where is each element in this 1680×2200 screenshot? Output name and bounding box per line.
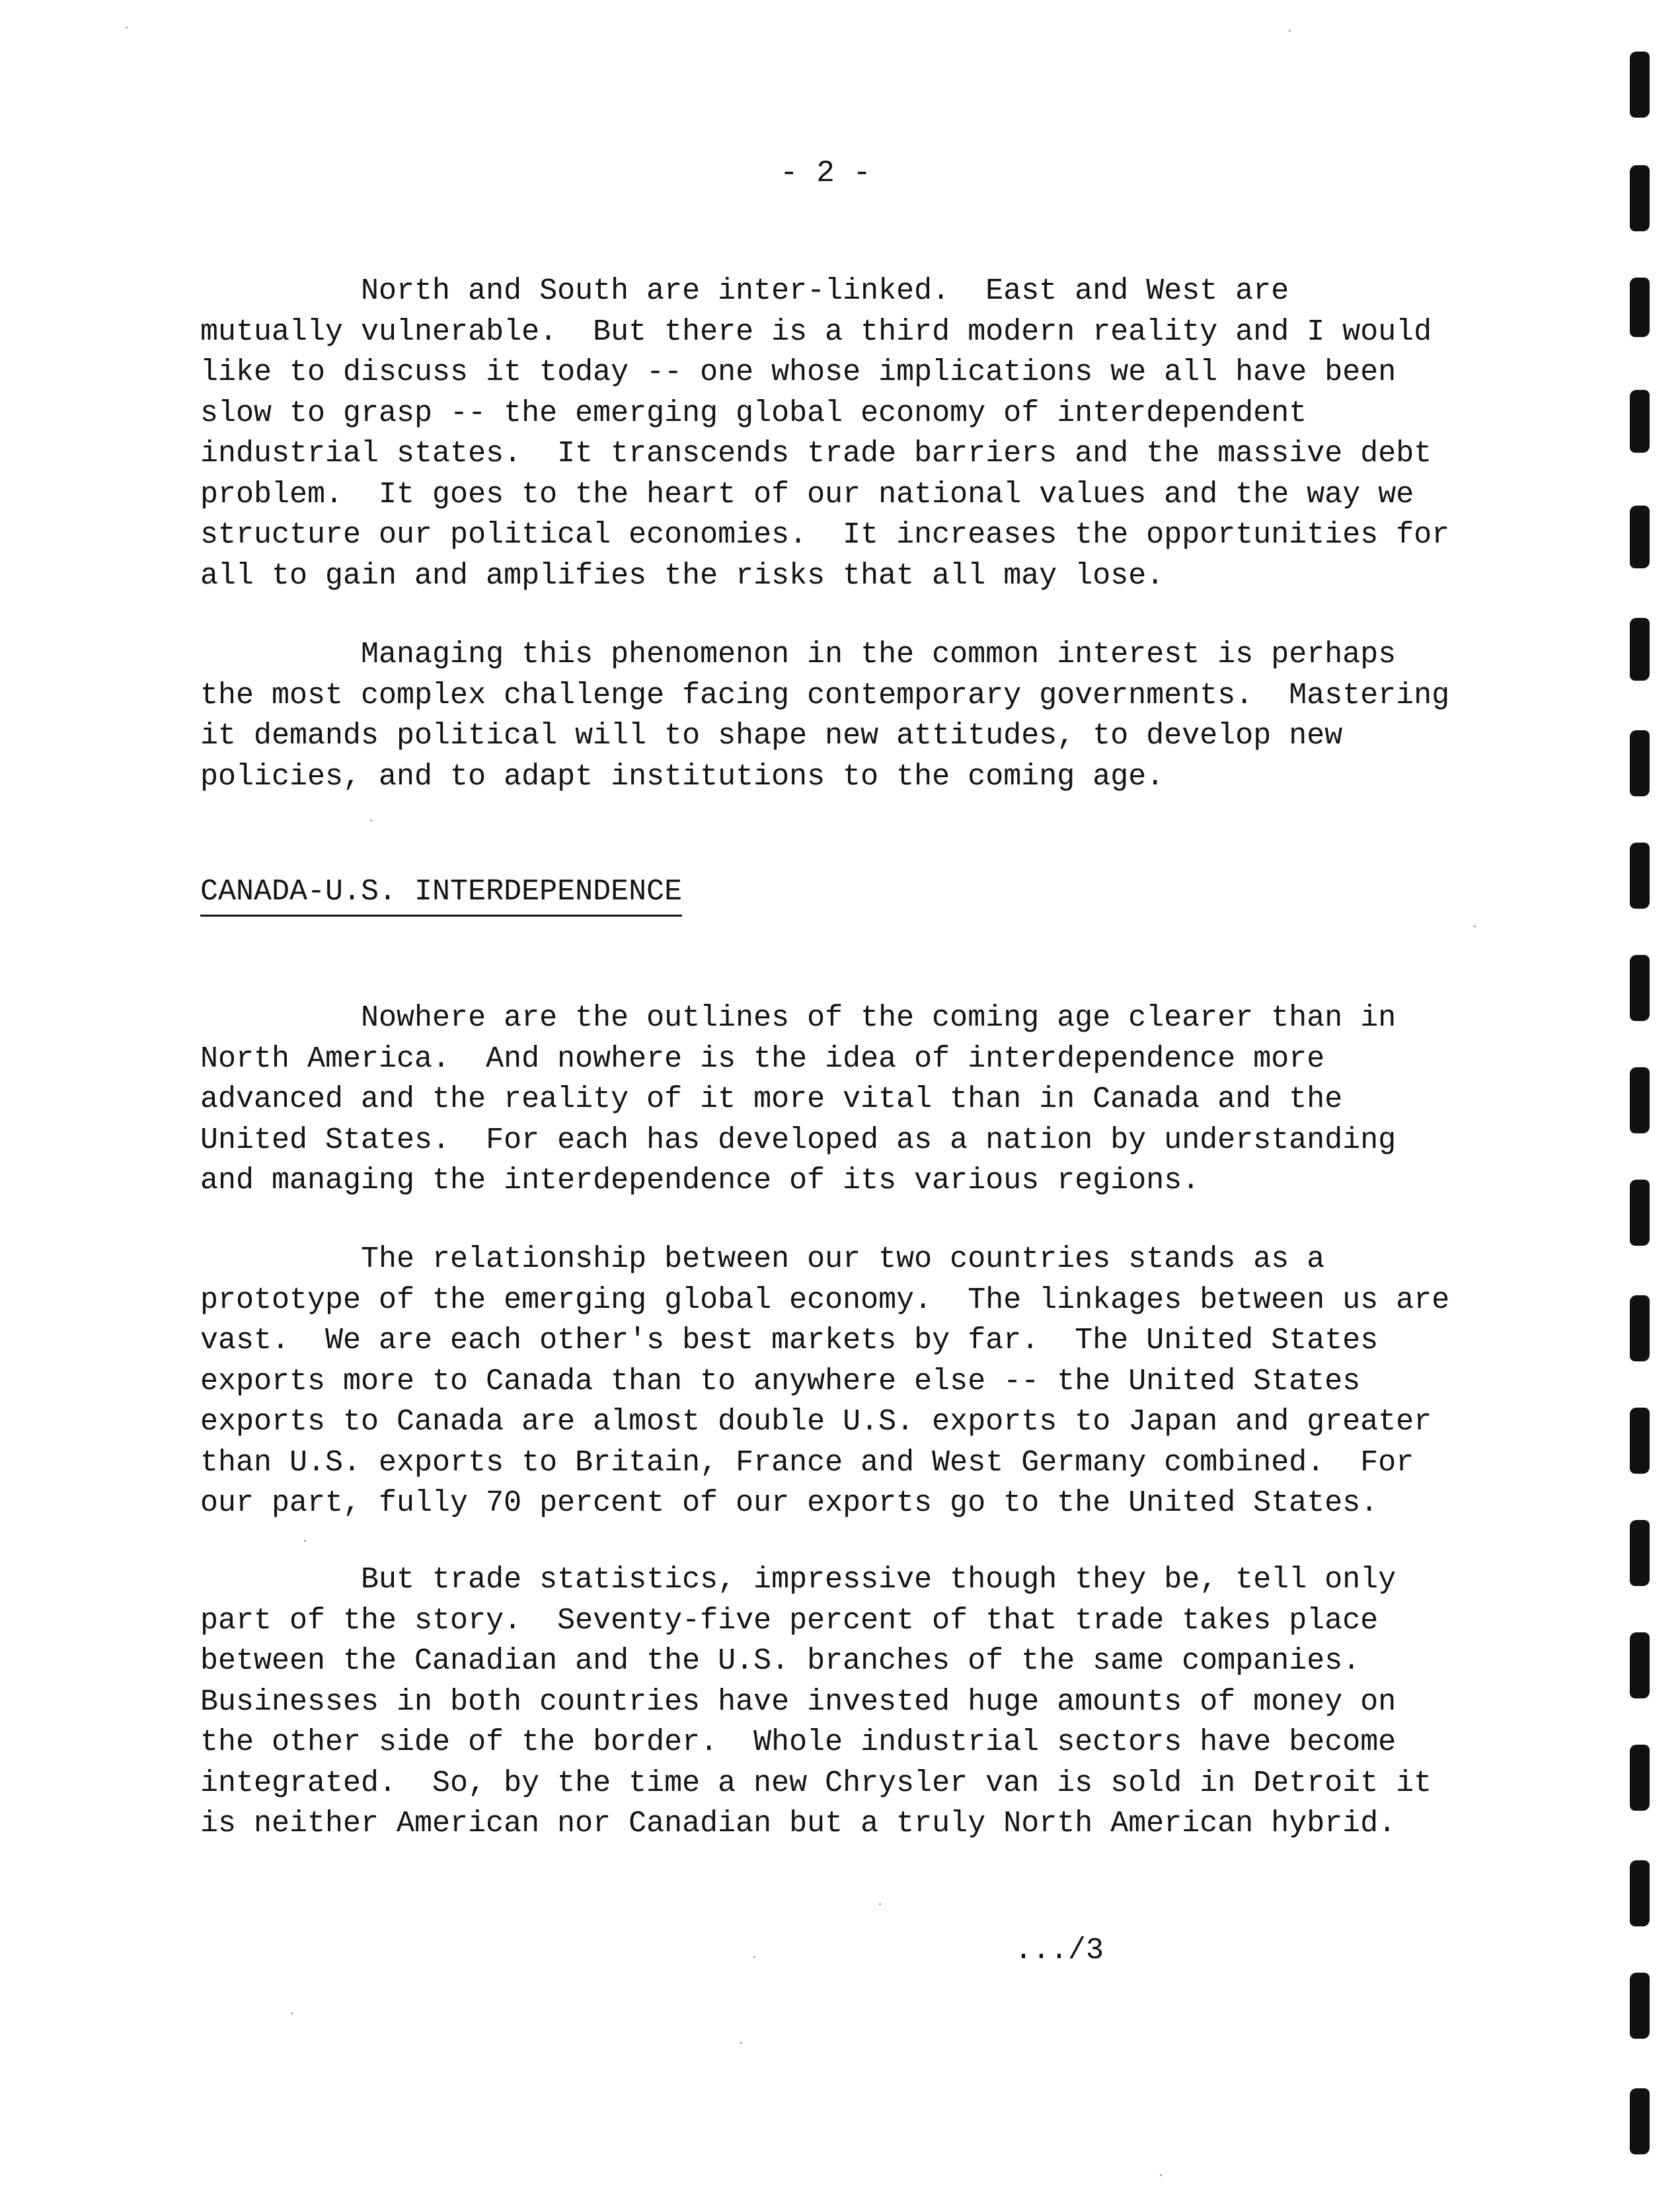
- paragraph-intro: [200, 271, 1575, 596]
- text-line: and managing the interdependence of its various regions.: [200, 1164, 1200, 1197]
- binding-mark: [1630, 2088, 1650, 2154]
- scan-speck: [304, 1540, 306, 1542]
- text-line: slow to grasp -- the emerging global economy of interdependent: [200, 396, 1307, 430]
- scan-speck: [126, 26, 128, 28]
- scan-speck: [370, 819, 372, 821]
- binding-mark: [1630, 390, 1650, 453]
- binding-mark: [1630, 52, 1650, 118]
- text-line: The relationship between our two countries stands as a: [200, 1242, 1325, 1276]
- scan-speck: [753, 1956, 755, 1958]
- text-line: policies, and to adapt institutions to the coming age.: [200, 759, 1165, 794]
- paragraph-trade-statistics: [200, 1560, 1575, 1844]
- text-line: our part, fully 70 percent of our exports go to the United States.: [200, 1486, 1379, 1520]
- page-number: - 2 -: [780, 156, 872, 190]
- text-line: part of the story. Seventy-five percent of that trade takes place: [200, 1603, 1379, 1638]
- text-line: structure our political economies. It increases the opportunities for: [200, 518, 1450, 552]
- text-line: the most complex challenge facing contemporary governments. Mastering: [200, 678, 1450, 712]
- binding-mark: [1630, 843, 1650, 909]
- text-line: advanced and the reality of it more vital than in Canada and the: [200, 1082, 1343, 1116]
- binding-mark: [1630, 1295, 1650, 1361]
- text-line: North and South are inter-linked. East and West are: [200, 274, 1289, 308]
- binding-mark: [1630, 1973, 1650, 2039]
- binding-mark: [1630, 1632, 1650, 1698]
- section-heading: CANADA-U.S. INTERDEPENDENCE: [200, 872, 682, 917]
- text-line: But trade statistics, impressive though they be, tell only: [200, 1563, 1396, 1597]
- text-line: Managing this phenomenon in the common interest is perhaps: [200, 638, 1396, 671]
- continuation-marker: .../3: [1014, 1934, 1104, 1967]
- text-line: North America. And nowhere is the idea of interdependence more: [200, 1042, 1325, 1076]
- binding-mark: [1630, 1067, 1650, 1133]
- text-line: exports more to Canada than to anywhere else -- the United States: [200, 1364, 1361, 1398]
- text-line: industrial states. It transcends trade barriers and the massive debt: [200, 437, 1432, 471]
- binding-mark: [1630, 730, 1650, 796]
- paragraph-nowhere: [200, 998, 1575, 1201]
- binding-mark: [1630, 618, 1650, 681]
- scan-speck: [1289, 30, 1291, 32]
- binding-mark: [1630, 165, 1650, 231]
- scan-speck: [291, 2012, 293, 2014]
- scan-speck: [879, 1903, 881, 1905]
- text-line: problem. It goes to the heart of our national values and the way we: [200, 477, 1414, 512]
- text-line: mutually vulnerable. But there is a third modern reality and I would: [200, 315, 1432, 349]
- text-line: Businesses in both countries have invested huge amounts of money on: [200, 1685, 1396, 1719]
- text-line: United States. For each has developed as a nation by understanding: [200, 1123, 1396, 1157]
- binding-mark: [1630, 1860, 1650, 1926]
- text-line: it demands political will to shape new attitudes, to develop new: [200, 719, 1343, 753]
- paragraph-managing: [200, 634, 1575, 797]
- text-line: Nowhere are the outlines of the coming age clearer than in: [200, 1001, 1396, 1035]
- binding-mark: [1630, 1745, 1650, 1811]
- scan-speck: [1160, 2174, 1162, 2176]
- binding-mark: [1630, 1408, 1650, 1474]
- text-line: the other side of the border. Whole industrial sectors have become: [200, 1726, 1396, 1759]
- scan-speck: [740, 2042, 742, 2044]
- paragraph-relationship: [200, 1239, 1575, 1524]
- scan-speck: [1474, 925, 1476, 927]
- binding-mark: [1630, 1180, 1650, 1246]
- text-line: is neither American nor Canadian but a truly North American hybrid.: [200, 1807, 1396, 1840]
- text-line: exports to Canada are almost double U.S. exports to Japan and greater: [200, 1405, 1432, 1439]
- text-line: between the Canadian and the U.S. branches of the same companies.: [200, 1644, 1361, 1678]
- text-line: integrated. So, by the time a new Chrysler van is sold in Detroit it: [200, 1766, 1432, 1800]
- text-line: than U.S. exports to Britain, France and West Germany combined. For: [200, 1445, 1414, 1480]
- binding-mark: [1630, 1520, 1650, 1586]
- binding-mark: [1630, 278, 1650, 337]
- binding-mark: [1630, 955, 1650, 1021]
- text-line: prototype of the emerging global economy. The linkages between us are: [200, 1283, 1450, 1317]
- binding-mark: [1630, 506, 1650, 568]
- text-line: like to discuss it today -- one whose implications we all have been: [200, 356, 1396, 389]
- text-line: vast. We are each other's best markets by far. The United States: [200, 1324, 1379, 1357]
- text-line: all to gain and amplifies the risks that all may lose.: [200, 558, 1165, 593]
